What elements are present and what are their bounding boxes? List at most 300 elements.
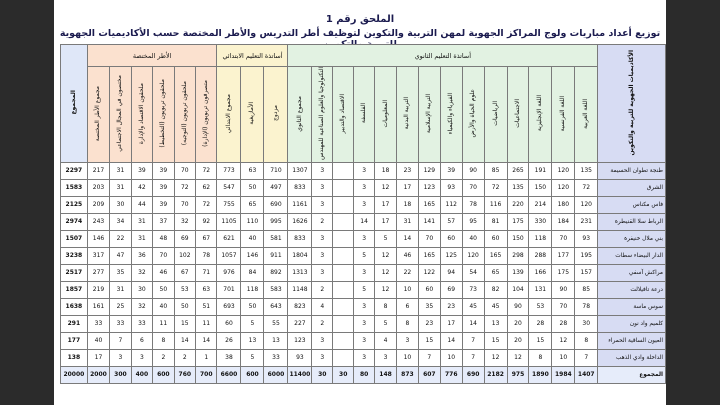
admin-value-cell: 15 [174,315,195,332]
admin-group-header: الأطر المختصة [87,45,217,67]
admin-value-cell: 14 [174,332,195,349]
secondary-value-cell: 175 [552,264,575,281]
admin-value-cell: 32 [174,213,195,230]
secondary-value-cell: 8 [375,298,397,315]
primary-value-cell: 50 [241,298,264,315]
secondary-value-cell: 3 [312,162,333,179]
secondary-value-cell: 3 [354,332,375,349]
primary-value-cell: 55 [264,315,288,332]
secondary-value-cell: 45 [462,298,484,315]
secondary-value-cell: 1984 [552,366,575,383]
admin-value-cell: 72 [196,162,217,179]
region-name-cell: مراكش آسفي [598,264,666,281]
secondary-value-cell: 46 [396,247,418,264]
secondary-value-cell: 4 [312,298,333,315]
document-title: توزيع أعداد مباريات ولوج المراكز الجهوية لمهن التربية والتكوين لتوظيف أطر التدريس والأطر المختصة حسب الأكاديميات الجهوية [59,28,661,39]
secondary-value-cell: 94 [440,264,462,281]
admin-value-cell: 161 [87,298,109,315]
secondary-subject-header-label: الاقتصاد والتدبير [339,93,347,134]
secondary-subject-header [288,67,312,163]
secondary-value-cell: 141 [418,213,440,230]
primary-value-cell: 892 [264,264,288,281]
admin-value-cell: 600 [153,366,174,383]
region-name-cell: العيون الساقية الحمراء [598,332,666,349]
secondary-value-cell: 214 [529,196,552,213]
secondary-value-cell: 5 [354,247,375,264]
secondary-value-cell: 45 [484,298,507,315]
secondary-value-cell: 17 [396,179,418,196]
secondary-value-cell: 12 [375,264,397,281]
admin-value-cell: 217 [87,162,109,179]
secondary-value-cell: 39 [440,162,462,179]
row-total-cell: 1583 [61,179,88,196]
secondary-value-cell: 3 [396,332,418,349]
secondary-value-cell: 7 [462,332,484,349]
secondary-value-cell: 70 [462,179,484,196]
primary-value-cell: 63 [241,162,264,179]
secondary-value-cell [333,349,354,366]
secondary-value-cell: 10 [396,281,418,298]
secondary-value-cell: 12 [507,349,529,366]
secondary-subject-header [333,67,354,163]
primary-value-cell: 146 [241,247,264,264]
admin-subject-header [110,67,131,163]
admin-value-cell: 17 [87,349,109,366]
admin-value-cell: 50 [174,298,195,315]
secondary-subject-header [396,67,418,163]
admin-value-cell: 36 [131,247,152,264]
secondary-value-cell: 177 [552,247,575,264]
admin-value-cell: 50 [153,281,174,298]
secondary-group-header: أساتذة التعليم الثانوي [288,45,598,67]
secondary-value-cell [333,213,354,230]
region-name-cell: درعة تافيلالت [598,281,666,298]
secondary-subject-header-label: اللغة الفرنسية [559,95,567,132]
secondary-value-cell: 123 [418,179,440,196]
admin-value-cell: 47 [110,247,131,264]
secondary-subject-header-label: التربية البدنية [403,97,411,130]
primary-value-cell: 693 [217,298,241,315]
secondary-value-cell [333,298,354,315]
row-total-cell: 1638 [61,298,88,315]
secondary-value-cell: 120 [575,196,598,213]
admin-value-cell: 72 [196,196,217,213]
secondary-value-cell: 5 [375,315,397,332]
secondary-value-cell: 833 [288,230,312,247]
table-row [61,281,666,298]
secondary-value-cell: 139 [507,264,529,281]
row-total-cell: 1857 [61,281,88,298]
secondary-subject-header-label: مجموع الثانوي [295,95,303,132]
table-row [61,179,666,196]
row-total-cell: 20000 [61,366,88,383]
admin-value-cell: 46 [153,264,174,281]
admin-value-cell: 51 [196,298,217,315]
secondary-value-cell [333,162,354,179]
secondary-subject-header-label: التربية الإسلامية [425,93,433,134]
admin-value-cell: 31 [131,230,152,247]
table-row [61,162,666,179]
primary-subject-header-label: مجموع الابتدائي [224,93,232,134]
admin-value-cell: 219 [87,281,109,298]
secondary-value-cell: 15 [484,332,507,349]
admin-value-cell: 31 [110,281,131,298]
admin-value-cell: 203 [87,179,109,196]
admin-value-cell: 78 [196,247,217,264]
admin-value-cell: 39 [153,196,174,213]
secondary-value-cell: 2 [312,213,333,230]
secondary-value-cell: 53 [529,298,552,315]
admin-value-cell: 7 [110,332,131,349]
admin-value-cell: 2000 [87,366,109,383]
secondary-value-cell: 85 [484,162,507,179]
admin-value-cell: 39 [153,162,174,179]
admin-value-cell: 70 [174,196,195,213]
secondary-value-cell: 12 [375,281,397,298]
secondary-value-cell: 231 [575,213,598,230]
secondary-subject-header-label: الرياضيات [491,101,499,126]
primary-value-cell: 84 [241,264,264,281]
secondary-value-cell: 3 [312,332,333,349]
admin-value-cell: 11 [153,315,174,332]
primary-value-cell: 40 [241,230,264,247]
secondary-value-cell: 1626 [288,213,312,230]
secondary-value-cell: 1313 [288,264,312,281]
secondary-value-cell: 8 [575,332,598,349]
primary-value-cell: 5 [241,349,264,366]
secondary-value-cell: 3 [312,264,333,281]
primary-value-cell: 6000 [264,366,288,383]
secondary-value-cell: 6 [396,298,418,315]
secondary-value-cell: 1307 [288,162,312,179]
secondary-value-cell: 93 [288,349,312,366]
secondary-subject-header [575,67,598,163]
admin-value-cell: 31 [131,213,152,230]
secondary-value-cell: 191 [529,162,552,179]
row-total-cell: 2517 [61,264,88,281]
secondary-value-cell: 12 [375,179,397,196]
secondary-value-cell: 90 [552,281,575,298]
admin-value-cell: 31 [110,179,131,196]
secondary-value-cell: 220 [507,196,529,213]
secondary-value-cell: 10 [552,349,575,366]
primary-value-cell: 65 [241,196,264,213]
admin-value-cell: 700 [196,366,217,383]
admin-value-cell: 30 [131,281,152,298]
secondary-value-cell [333,230,354,247]
secondary-value-cell: 90 [462,162,484,179]
secondary-value-cell: 13 [484,315,507,332]
secondary-subject-header [418,67,440,163]
secondary-value-cell: 8 [529,349,552,366]
admin-value-cell: 243 [87,213,109,230]
secondary-value-cell: 150 [529,179,552,196]
secondary-subject-header [354,67,375,163]
admin-value-cell: 40 [153,298,174,315]
admin-subject-header [131,67,152,163]
admin-value-cell: 760 [174,366,195,383]
primary-value-cell: 643 [264,298,288,315]
secondary-value-cell: 12 [552,332,575,349]
primary-value-cell: 33 [264,349,288,366]
secondary-subject-header [529,67,552,163]
primary-value-cell: 547 [217,179,241,196]
secondary-value-cell: 93 [440,179,462,196]
admin-value-cell: 69 [174,230,195,247]
admin-value-cell: 22 [110,230,131,247]
secondary-value-cell: 81 [484,213,507,230]
region-name-cell: فاس مكناس [598,196,666,213]
secondary-value-cell [333,332,354,349]
admin-value-cell: 48 [153,230,174,247]
secondary-subject-header-label: اللغة العربية [582,98,590,129]
admin-value-cell: 146 [87,230,109,247]
secondary-value-cell: 118 [529,230,552,247]
admin-value-cell: 1 [196,349,217,366]
secondary-value-cell: 93 [575,230,598,247]
secondary-value-cell: 20 [507,315,529,332]
secondary-value-cell: 10 [396,349,418,366]
primary-subject-header [241,67,264,163]
admin-value-cell: 33 [131,315,152,332]
secondary-subject-header [462,67,484,163]
region-header-label: الأكاديميات الجهوية للتربية والتكوين [627,49,635,156]
secondary-subject-header-label: الاجتماعيات [513,99,521,128]
secondary-subject-header [484,67,507,163]
secondary-value-cell: 135 [575,162,598,179]
admin-value-cell: 34 [110,213,131,230]
secondary-value-cell: 3 [354,196,375,213]
primary-value-cell: 5 [241,315,264,332]
secondary-value-cell: 4 [375,332,397,349]
right-dark-margin [666,0,720,405]
admin-value-cell: 92 [196,213,217,230]
secondary-value-cell: 131 [529,281,552,298]
admin-value-cell: 63 [196,281,217,298]
secondary-value-cell: 95 [462,213,484,230]
primary-value-cell: 1105 [217,213,241,230]
secondary-subject-header-label: الفلسفة [360,103,368,124]
secondary-value-cell: 78 [575,298,598,315]
secondary-value-cell: 3 [312,179,333,196]
primary-value-cell: 701 [217,281,241,298]
secondary-value-cell: 690 [462,366,484,383]
admin-value-cell: 35 [110,264,131,281]
admin-value-cell: 40 [87,332,109,349]
secondary-value-cell: 150 [507,230,529,247]
secondary-value-cell: 3 [312,349,333,366]
table-row [61,349,666,366]
secondary-value-cell: 833 [288,179,312,196]
row-total-cell: 3238 [61,247,88,264]
primary-value-cell: 1057 [217,247,241,264]
primary-value-cell: 600 [241,366,264,383]
secondary-value-cell: 17 [375,196,397,213]
secondary-value-cell: 85 [575,281,598,298]
totals-row [61,366,666,383]
secondary-value-cell: 3 [354,179,375,196]
secondary-value-cell [333,196,354,213]
secondary-value-cell: 2182 [484,366,507,383]
secondary-value-cell: 8 [396,315,418,332]
secondary-value-cell: 40 [462,230,484,247]
admin-value-cell: 30 [110,196,131,213]
primary-value-cell: 38 [217,349,241,366]
primary-value-cell: 621 [217,230,241,247]
secondary-value-cell: 7 [462,349,484,366]
secondary-value-cell: 17 [440,315,462,332]
secondary-value-cell: 1148 [288,281,312,298]
secondary-value-cell: 3 [354,298,375,315]
primary-subject-header [217,67,241,163]
row-total-cell: 2974 [61,213,88,230]
secondary-value-cell: 166 [529,264,552,281]
secondary-value-cell: 10 [440,349,462,366]
secondary-value-cell: 165 [418,247,440,264]
primary-value-cell: 755 [217,196,241,213]
primary-value-cell: 13 [241,332,264,349]
secondary-value-cell: 330 [529,213,552,230]
secondary-value-cell: 28 [552,315,575,332]
secondary-value-cell: 288 [529,247,552,264]
admin-value-cell: 32 [131,298,152,315]
secondary-value-cell: 148 [375,366,397,383]
secondary-value-cell: 14 [396,230,418,247]
secondary-value-cell: 873 [396,366,418,383]
secondary-subject-header [552,67,575,163]
secondary-value-cell: 60 [484,230,507,247]
primary-value-cell: 773 [217,162,241,179]
primary-subject-header [264,67,288,163]
secondary-value-cell [333,315,354,332]
secondary-value-cell: 18 [375,162,397,179]
primary-subject-header-label: الأمازيغية [248,102,256,125]
region-name-cell: طنجة تطوان الحسيمة [598,162,666,179]
secondary-value-cell: 123 [288,332,312,349]
secondary-value-cell: 3 [354,230,375,247]
secondary-value-cell: 35 [418,298,440,315]
admin-value-cell: 209 [87,196,109,213]
admin-value-cell: 33 [110,315,131,332]
primary-value-cell: 581 [264,230,288,247]
admin-value-cell: 3 [110,349,131,366]
primary-value-cell: 26 [217,332,241,349]
primary-value-cell: 6600 [217,366,241,383]
secondary-subject-header-label: علوم الحياة والأرض [469,89,477,138]
secondary-value-cell [333,264,354,281]
row-total-cell: 1507 [61,230,88,247]
primary-value-cell: 60 [217,315,241,332]
secondary-value-cell: 60 [418,281,440,298]
secondary-value-cell: 120 [462,247,484,264]
secondary-value-cell: 65 [484,264,507,281]
region-name-cell: بني ملال خنيفرة [598,230,666,247]
secondary-value-cell: 18 [396,196,418,213]
secondary-value-cell: 12 [484,349,507,366]
primary-value-cell: 911 [264,247,288,264]
secondary-value-cell: 22 [396,264,418,281]
admin-subject-header-label: مختصون في المجال الاجتماعي [116,75,124,152]
total-header [61,45,88,163]
region-name-cell: الشرق [598,179,666,196]
table-row [61,332,666,349]
secondary-value-cell: 14 [354,213,375,230]
secondary-subject-header-label: المعلوميات [381,99,389,128]
primary-value-cell: 50 [241,179,264,196]
secondary-value-cell: 195 [575,247,598,264]
admin-value-cell: 42 [131,179,152,196]
admin-subject-header [87,67,109,163]
admin-value-cell: 44 [131,196,152,213]
region-name-cell: الدار البيضاء سطات [598,247,666,264]
secondary-value-cell: 1407 [575,366,598,383]
secondary-value-cell: 23 [418,315,440,332]
secondary-value-cell: 60 [440,230,462,247]
secondary-value-cell: 30 [575,315,598,332]
region-name-cell: كلميم واد نون [598,315,666,332]
secondary-value-cell: 80 [354,366,375,383]
admin-value-cell: 3 [131,349,152,366]
secondary-value-cell: 3 [354,315,375,332]
secondary-value-cell: 2 [312,281,333,298]
secondary-value-cell: 175 [507,213,529,230]
primary-group-header: أساتذة التعليم الابتدائي [217,45,288,67]
primary-value-cell: 497 [264,179,288,196]
primary-value-cell: 583 [264,281,288,298]
secondary-value-cell: 5 [354,281,375,298]
secondary-subject-header-label: اللغة الإنجليزية [536,95,544,132]
admin-subject-header [174,67,195,163]
admin-subject-header [153,67,174,163]
secondary-value-cell: 78 [462,196,484,213]
secondary-value-cell: 20 [507,332,529,349]
secondary-value-cell: 165 [484,247,507,264]
admin-value-cell: 25 [110,298,131,315]
primary-value-cell: 13 [264,332,288,349]
secondary-value-cell: 28 [529,315,552,332]
secondary-value-cell: 15 [418,332,440,349]
secondary-value-cell: 15 [529,332,552,349]
document-page [54,0,666,405]
secondary-value-cell: 607 [418,366,440,383]
secondary-value-cell: 3 [312,230,333,247]
primary-value-cell: 690 [264,196,288,213]
secondary-value-cell: 3 [354,264,375,281]
secondary-value-cell: 11400 [288,366,312,383]
secondary-value-cell: 116 [484,196,507,213]
row-total-cell: 177 [61,332,88,349]
table-row [61,230,666,247]
admin-value-cell: 67 [196,230,217,247]
secondary-value-cell: 180 [552,196,575,213]
table-row [61,264,666,281]
admin-value-cell: 31 [110,162,131,179]
admin-value-cell: 67 [174,264,195,281]
admin-value-cell: 70 [174,162,195,179]
admin-value-cell: 400 [131,366,152,383]
admin-value-cell: 71 [196,264,217,281]
region-header [598,45,666,163]
admin-value-cell: 39 [153,179,174,196]
secondary-value-cell: 265 [507,162,529,179]
secondary-value-cell: 3 [312,196,333,213]
row-total-cell: 2125 [61,196,88,213]
secondary-value-cell: 2 [312,315,333,332]
admin-value-cell: 2 [153,349,174,366]
secondary-subject-header [440,67,462,163]
admin-value-cell: 37 [153,213,174,230]
left-dark-margin [0,0,54,405]
